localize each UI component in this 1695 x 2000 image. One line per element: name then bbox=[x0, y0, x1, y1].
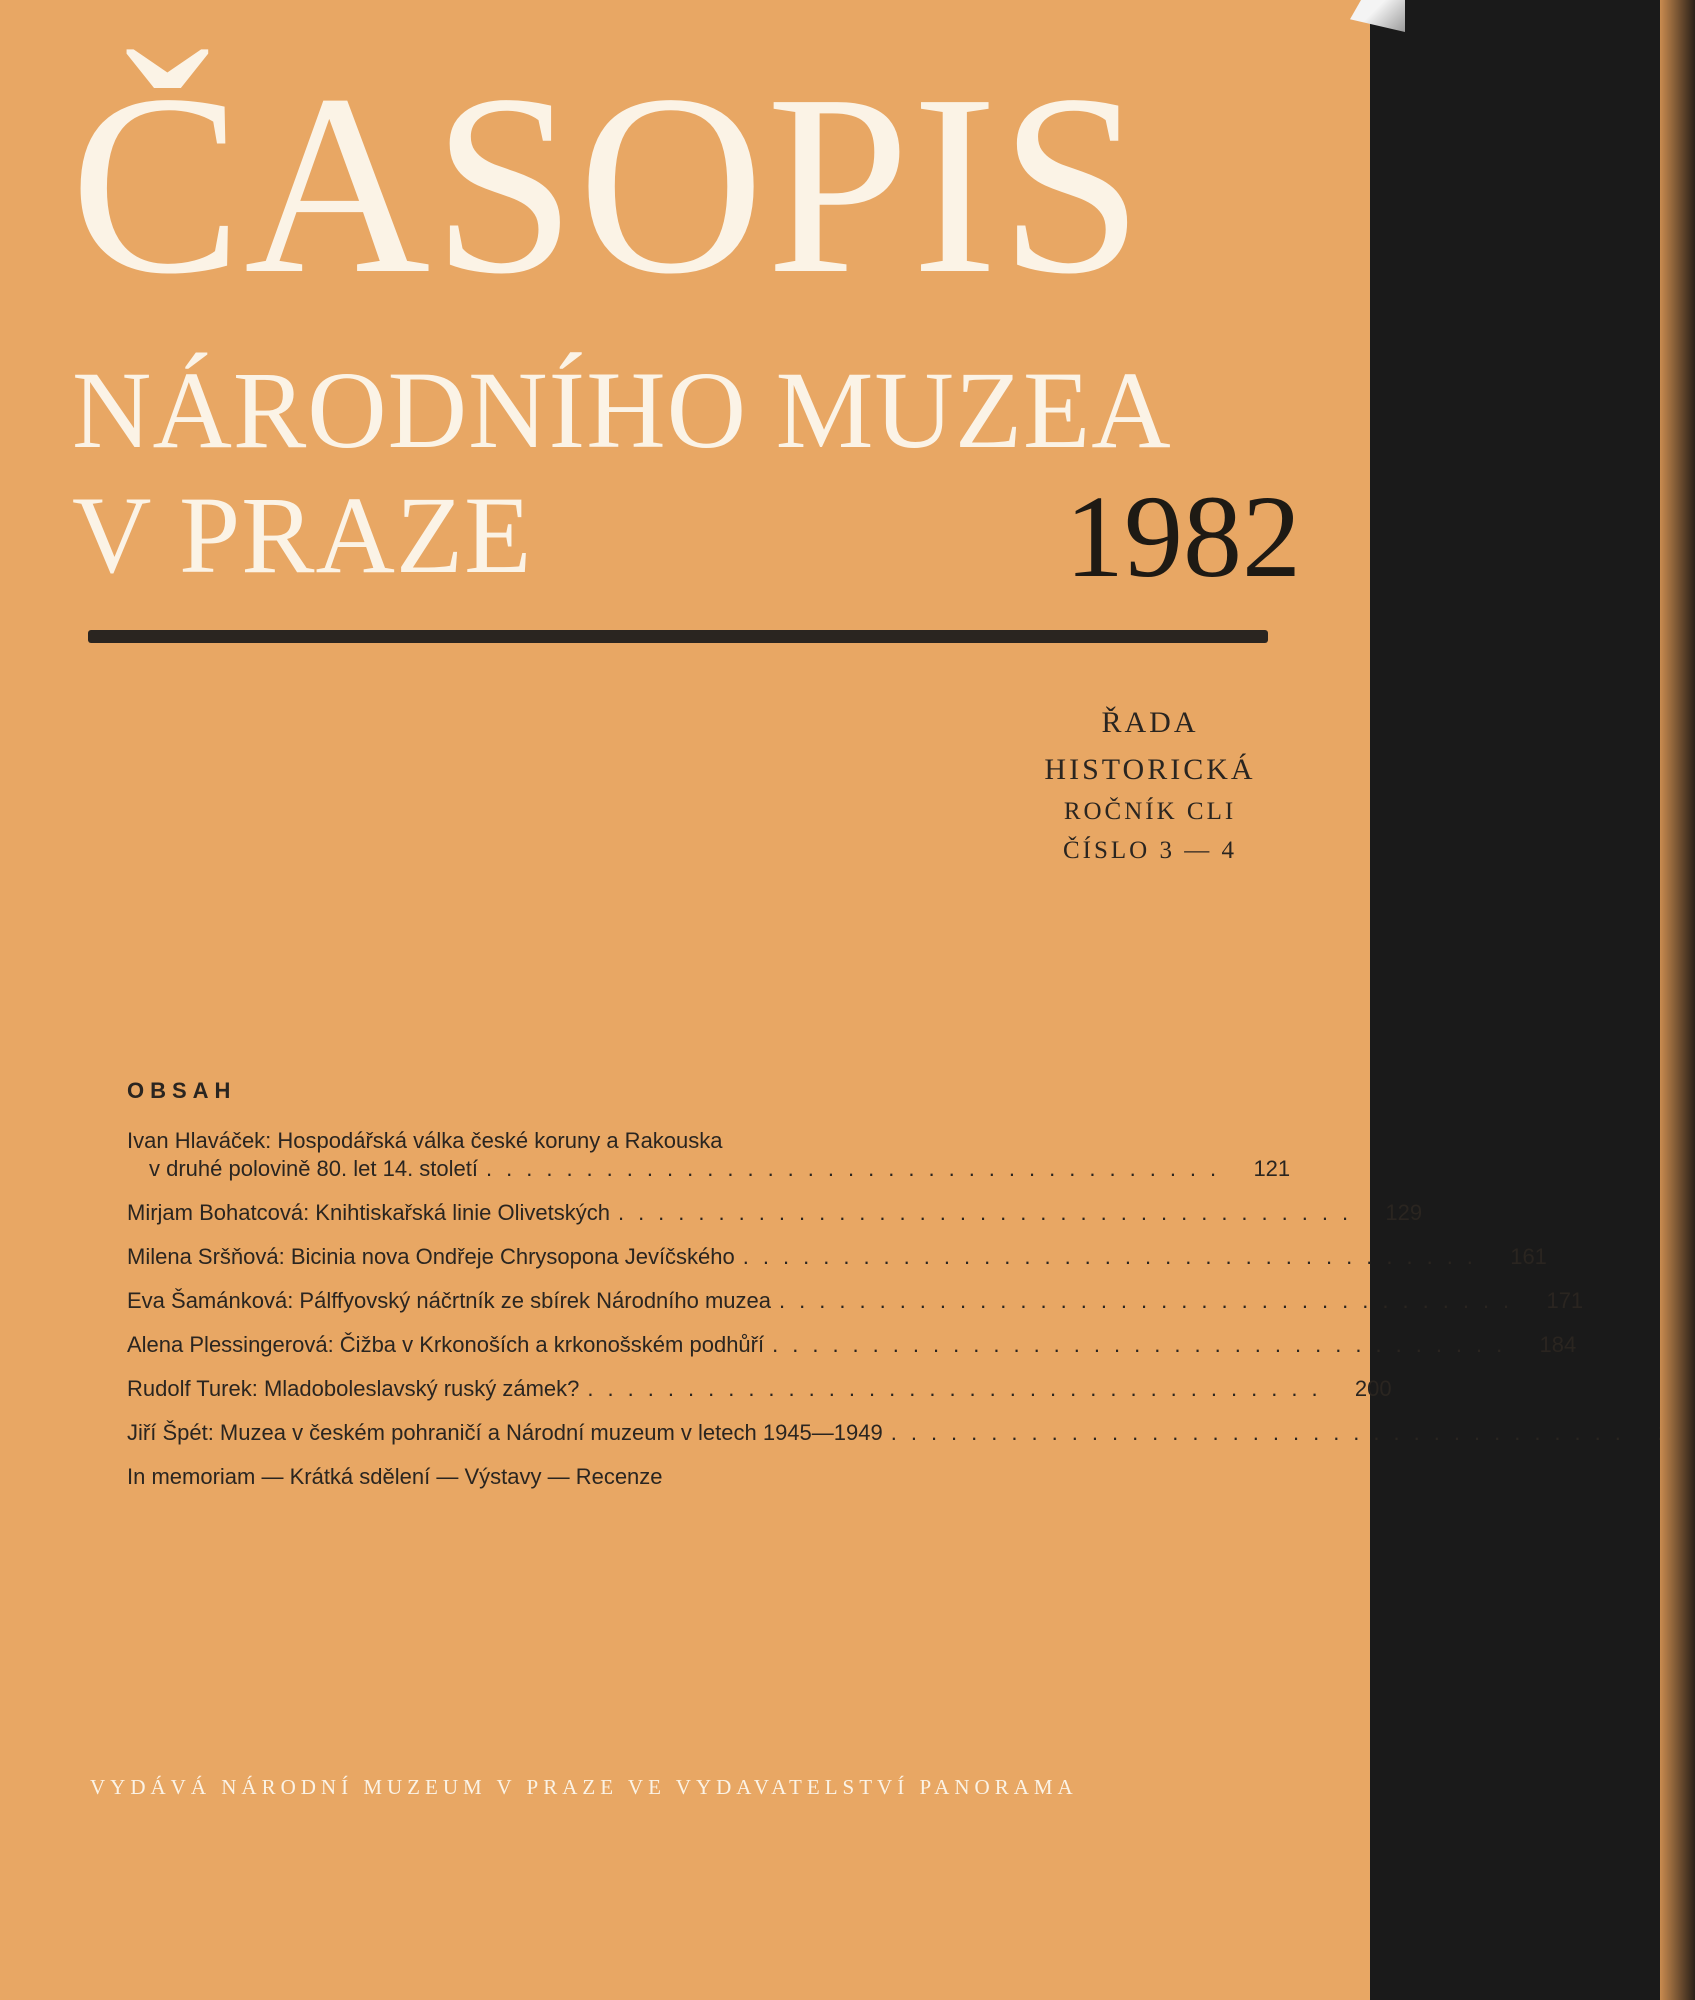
toc-entry bbox=[127, 1199, 1423, 1227]
toc-entry bbox=[127, 1287, 1584, 1315]
series-line: ŘADA bbox=[1101, 706, 1199, 739]
toc-entry bbox=[127, 1375, 1392, 1403]
publication-year: 1982 bbox=[1065, 471, 1301, 602]
leader-dots: ..................................... bbox=[779, 1288, 1524, 1313]
title-divider bbox=[88, 630, 1268, 643]
leader-dots: ..................................... bbox=[742, 1244, 1487, 1269]
journal-subtitle: NÁRODNÍHO MUZEA bbox=[72, 349, 1172, 471]
journal-title: ČASOPIS bbox=[70, 41, 1146, 327]
toc-page-number: 184 bbox=[1539, 1332, 1577, 1357]
leader-dots: ..................................... bbox=[486, 1156, 1231, 1181]
toc-page-number: 171 bbox=[1546, 1288, 1584, 1313]
leader-dots: ..................................... bbox=[617, 1200, 1363, 1225]
series-info bbox=[1010, 700, 1290, 871]
toc-page-number: 161 bbox=[1510, 1244, 1547, 1269]
issue-line: ČÍSLO 3 — 4 bbox=[1063, 836, 1237, 864]
volume-line: ROČNÍK CLI bbox=[1063, 798, 1237, 825]
leader-dots: ..................................... bbox=[772, 1332, 1517, 1357]
toc-entry bbox=[127, 1127, 1291, 1183]
leader-dots: ..................................... bbox=[587, 1376, 1332, 1401]
toc-entry-title-cont: v druhé polovině 80. let 14. století bbox=[149, 1156, 478, 1181]
cover-edge bbox=[1660, 0, 1695, 2000]
table-of-contents bbox=[127, 1127, 1635, 1507]
toc-entry-title: In memoriam — Krátká sdělení — Výstavy — Recenze bbox=[127, 1464, 663, 1489]
toc-entry-title: Milena Sršňová: Bicinia nova Ondřeje Chrysopona Jevíčského bbox=[127, 1244, 735, 1269]
toc-entry bbox=[127, 1463, 1127, 1491]
toc-page-number: 121 bbox=[1253, 1156, 1291, 1181]
publisher-line: VYDÁVÁ NÁRODNÍ MUZEUM V PRAZE VE VYDAVATELSTVÍ PANORAMA bbox=[90, 1775, 1078, 1799]
journal-city: V PRAZE bbox=[72, 474, 533, 596]
toc-entry bbox=[127, 1243, 1547, 1271]
series-line: HISTORICKÁ bbox=[1044, 752, 1256, 786]
toc-entry bbox=[127, 1419, 1635, 1447]
toc-entry-title: Eva Šamánková: Pálffyovský náčrtník ze sbírek Národního muzea bbox=[127, 1288, 772, 1313]
toc-entry-title: Alena Plessingerová: Čižba v Krkonoších a krkonošském podhůří bbox=[127, 1332, 765, 1357]
toc-entry-title: Rudolf Turek: Mladoboleslavský ruský zámek? bbox=[127, 1376, 580, 1401]
toc-entry bbox=[127, 1331, 1577, 1359]
toc-page-number: 129 bbox=[1385, 1200, 1423, 1225]
toc-entry-title: Jiří Špét: Muzea v českém pohraničí a Národní muzeum v letech 1945—1949 bbox=[127, 1420, 883, 1445]
leader-dots: ..................................... bbox=[890, 1420, 1635, 1445]
toc-entry-title: Mirjam Bohatcová: Knihtiskařská linie Olivetských bbox=[127, 1200, 610, 1225]
toc-entry-title: Ivan Hlaváček: Hospodářská válka české koruny a Rakouska bbox=[127, 1128, 723, 1153]
toc-page-number: 200 bbox=[1354, 1376, 1392, 1401]
contents-heading: OBSAH bbox=[127, 1078, 237, 1103]
